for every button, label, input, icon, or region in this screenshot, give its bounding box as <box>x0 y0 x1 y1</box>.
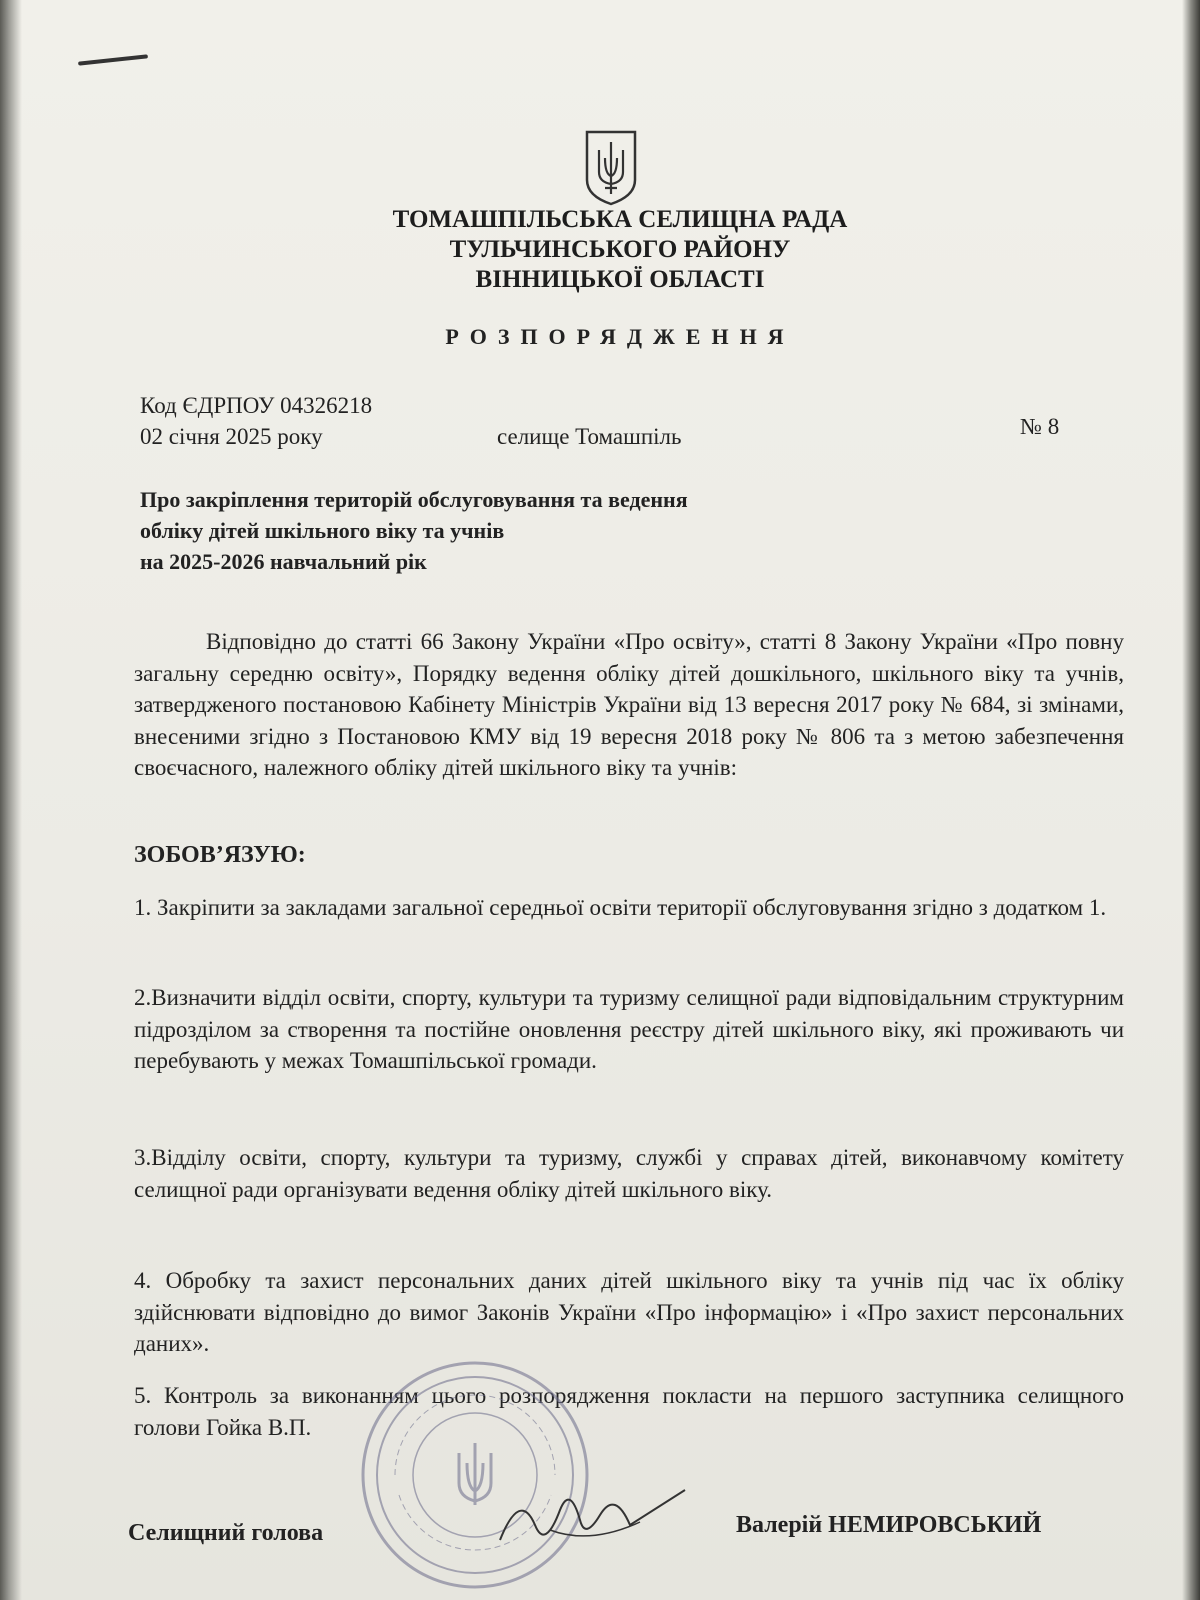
subject-line: Про закріплення територій обслуговування та ведення <box>140 487 688 512</box>
order-item-2: 2.Визначити відділ освіти, спорту, культури та туризму селищної ради відповідальним структурним підрозділом за створення та постійне оновлення реєстру дітей шкільного віку, які проживають чи перебувають у межах Томашпільської громади. <box>134 985 1124 1073</box>
intro-paragraph: Відповідно до статті 66 Закону України «Про освіту», статті 8 Закону України «Про повну загальну середню освіту», Порядку ведення обліку дітей дошкільного, шкільного віку та учнів, затвердженого постановою Кабінету Міністрів України від 13 вересня 2017 року № 684, зі змінами, внесеними згідно з Постановою КМУ від 19 вересня 2018 року № 806 та з метою забезпечення своєчасного, належного обліку дітей шкільного віку та учнів: <box>134 629 1124 780</box>
district-name: ТУЛЬЧИНСЬКОГО РАЙОНУ <box>449 236 791 263</box>
order-item-4: 4. Обробку та захист персональних даних дітей шкільного віку та учнів під час їх обліку здійснювати відповідно до вимог Законів України «Про інформацію» і «Про захист персональних даних». <box>134 1268 1124 1356</box>
signatory-role: Селищний голова <box>128 1520 324 1546</box>
trident-emblem-icon <box>583 128 639 206</box>
region-name: ВІННИЦЬКОЇ ОБЛАСТІ <box>475 266 765 293</box>
edrpou-code: Код ЄДРПОУ 04326218 <box>140 393 373 418</box>
subject-line: обліку дітей шкільного віку та учнів <box>140 518 505 543</box>
order-item-1: 1. Закріпити за закладами загальної середньої освіти території обслуговування згідно з додатком 1. <box>134 895 1107 920</box>
page-left-edge-shadow <box>0 0 22 1600</box>
document-subject <box>140 484 860 577</box>
document-number: № 8 <box>1020 414 1060 439</box>
order-item-5: 5. Контроль за виконанням цього розпорядження покласти на першого заступника селищного голови Гойка В.П. <box>134 1383 1124 1440</box>
document-date: 02 січня 2025 року <box>140 424 323 449</box>
oblige-heading: ЗОБОВ’ЯЗУЮ: <box>134 842 306 868</box>
order-item-3: 3.Відділу освіти, спорту, культури та туризму, службі у справах дітей, виконавчому комітету селищної ради організувати ведення обліку дітей шкільного віку. <box>134 1145 1124 1202</box>
document-place: селище Томашпіль <box>497 424 682 449</box>
signatory-name: Валерій НЕМИРОВСЬКИЙ <box>736 1512 1042 1538</box>
handwritten-signature-icon <box>490 1470 690 1560</box>
subject-line: на 2025-2026 навчальний рік <box>140 549 427 574</box>
pen-mark <box>78 54 148 65</box>
document-type: РОЗПОРЯДЖЕННЯ <box>445 324 795 349</box>
council-name: ТОМАШПІЛЬСЬКА СЕЛИЩНА РАДА <box>392 206 848 233</box>
